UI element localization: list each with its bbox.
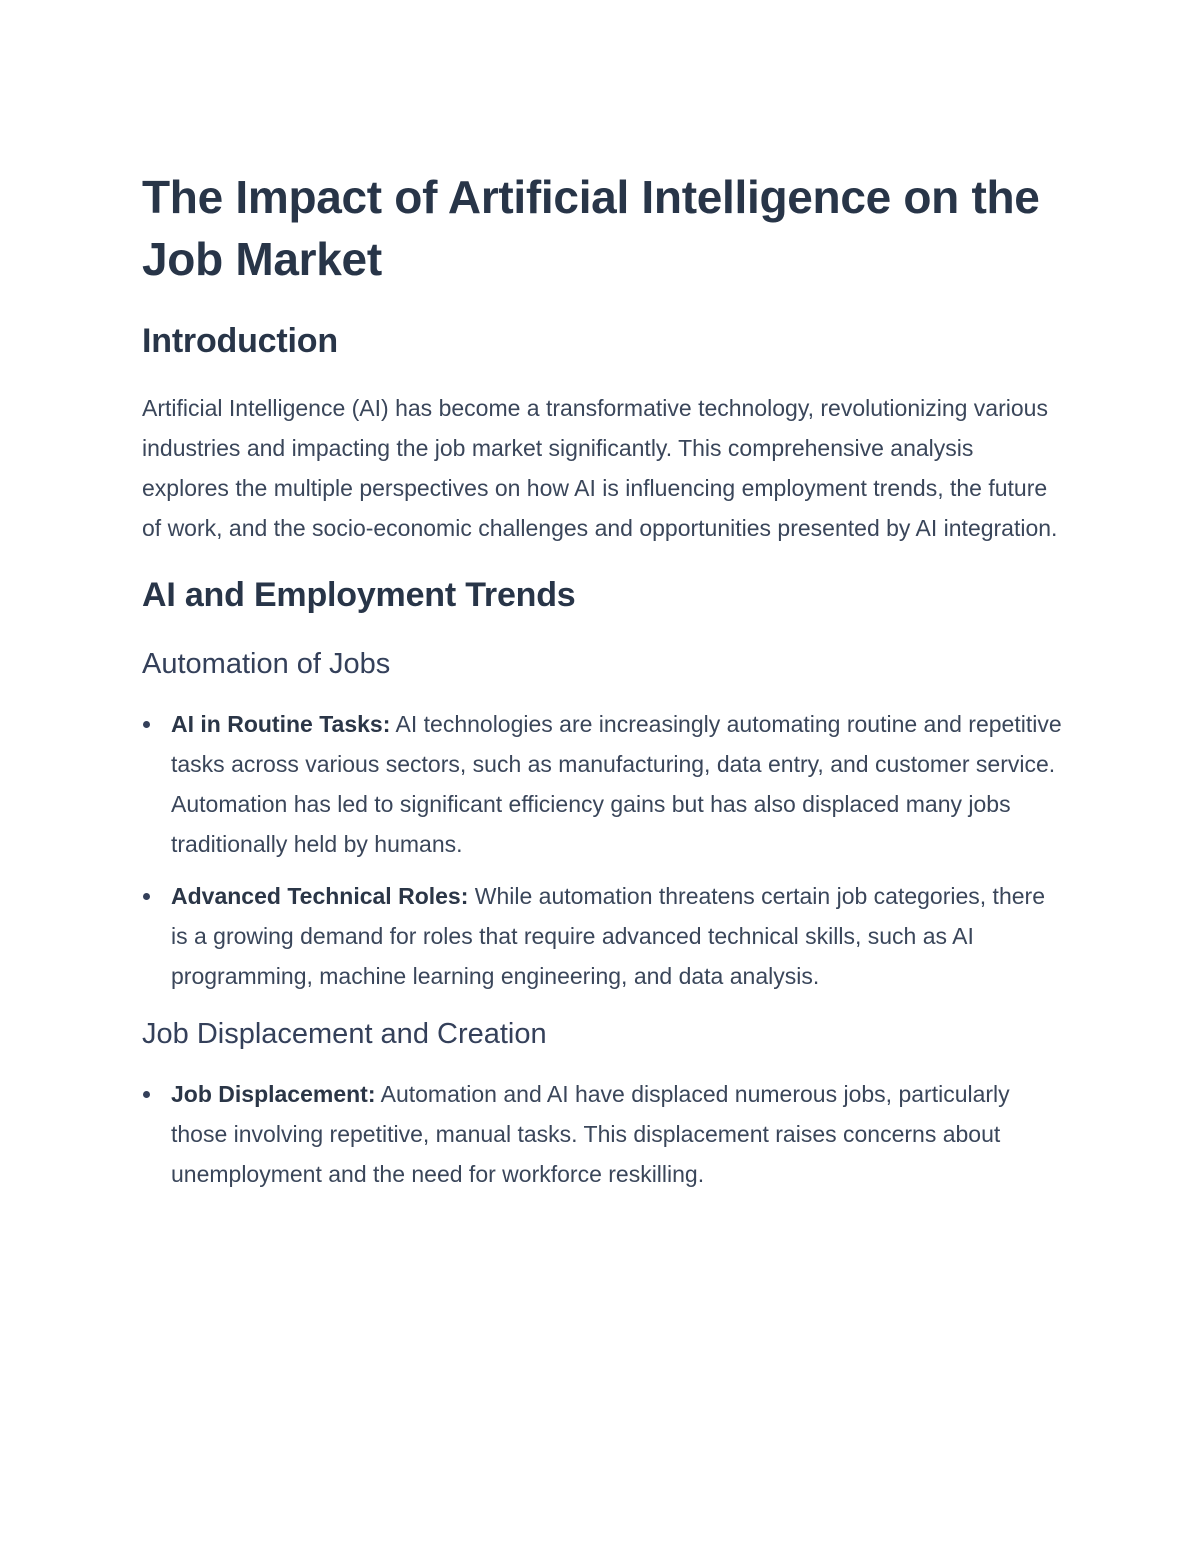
list-item (142, 1074, 1062, 1194)
introduction-paragraph: Artificial Intelligence (AI) has become a transformative technology, revolutionizing various industries and impacting the job market significantly. This comprehensive analysis explores the multiple perspectives on how AI is influencing employment trends, the future of work, and the socio-economic challenges and opportunities presented by AI integration. (142, 395, 1058, 541)
bullet-dot-icon (143, 893, 150, 900)
ai-employment-trends-heading: AI and Employment Trends (142, 576, 576, 614)
automation-bullet-list (142, 704, 1062, 996)
bullet-dot-icon (143, 1091, 150, 1098)
bullet-text: AI technologies are increasingly automating routine and repetitive tasks across various sectors, such as manufacturing, data entry, and customer service. Automation has led to significant efficiency gains but has also displaced many jobs traditionally held by humans. (171, 711, 1062, 857)
bullet-text: While automation threatens certain job categories, there is a growing demand for roles that require advanced technical skills, such as AI programming, machine learning engineering, and data analysis. (171, 883, 1045, 989)
introduction-heading: Introduction (142, 322, 338, 360)
bullet-term: Job Displacement: (171, 1081, 376, 1107)
bullet-term: Advanced Technical Roles: (171, 883, 469, 909)
list-item (142, 704, 1062, 864)
bullet-dot-icon (143, 721, 150, 728)
automation-of-jobs-heading: Automation of Jobs (142, 648, 391, 680)
document-title: The Impact of Artificial Intelligence on the Job Market (142, 171, 1040, 285)
document-page (142, 166, 1062, 1194)
job-displacement-creation-heading: Job Displacement and Creation (142, 1018, 547, 1050)
bullet-term: AI in Routine Tasks: (171, 711, 391, 737)
displacement-bullet-list (142, 1074, 1062, 1194)
list-item (142, 876, 1062, 996)
bullet-text: Automation and AI have displaced numerous jobs, particularly those involving repetitive, manual tasks. This displacement raises concerns about unemployment and the need for workforce reskilling. (171, 1081, 1010, 1187)
